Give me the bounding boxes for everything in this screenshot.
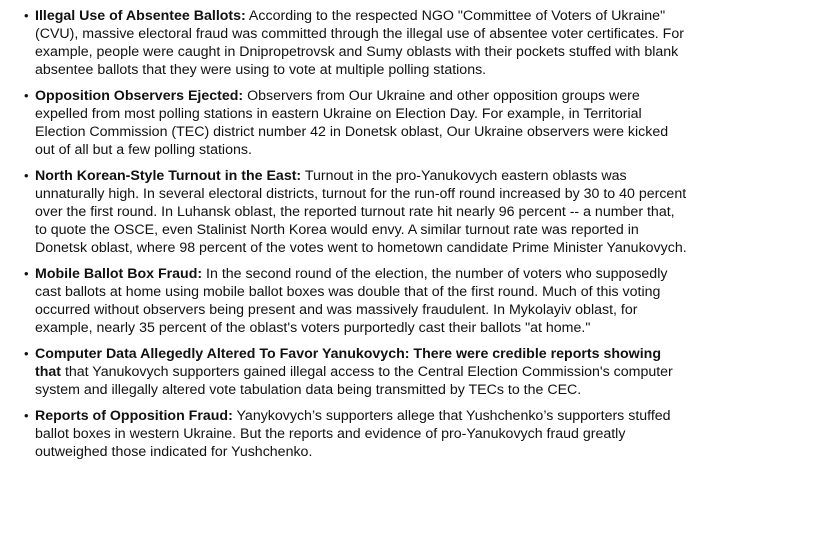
list-item xyxy=(0,87,690,159)
list-item xyxy=(0,265,690,337)
bullet-icon: • xyxy=(24,266,29,281)
list-item xyxy=(0,345,690,399)
item-text: Turnout in the pro-Yanukovych eastern oblasts was unnaturally high. In several electoral districts, turnout for the run-off round increased by 30 to 40 percent over the first round. In Luhansk oblast, the reported turnout rate hit nearly 96 percent -- a number that, to quote the OSCE, even Stalinist North Korea would envy. A similar turnout rate was reported in Donetsk oblast, where 98 percent of the votes went to hometown candidate Prime Minister Yanukovych. xyxy=(35,168,687,256)
item-title: Computer Data Allegedly Altered To Favor Yanukovych: There were credible reports showing that xyxy=(35,346,661,380)
item-text: In the second round of the election, the number of voters who supposedly cast ballots at home using mobile ballot boxes was double that of the first round. Much of this voting occurred without observers being present and was massively fraudulent. In Mykolayiv oblast, for example, nearly 35 percent of the oblast's voters purportedly cast their ballots "at home." xyxy=(35,266,668,336)
bullet-icon: • xyxy=(24,168,29,183)
bullet-icon: • xyxy=(24,408,29,423)
item-title: Opposition Observers Ejected: xyxy=(35,88,244,104)
bullet-icon: • xyxy=(24,346,29,361)
bullet-icon: • xyxy=(24,8,29,23)
item-title: Illegal Use of Absentee Ballots: xyxy=(35,8,246,24)
bullet-icon: • xyxy=(24,88,29,103)
item-title: Reports of Opposition Fraud: xyxy=(35,408,233,424)
list-item xyxy=(0,407,690,461)
list-item xyxy=(0,167,690,257)
item-text: Yanykovych’s supporters allege that Yushchenko’s supporters stuffed ballot boxes in western Ukraine. But the reports and evidence of pro-Yanukovych fraud greatly outweighed those indicated for Yushchenko. xyxy=(35,408,671,460)
item-text: that Yanukovych supporters gained illegal access to the Central Election Commission's computer system and illegally altered vote tabulation data being transmitted by TECs to the CEC. xyxy=(35,364,673,398)
report-list xyxy=(0,7,690,469)
list-item xyxy=(0,7,690,79)
item-title: Mobile Ballot Box Fraud: xyxy=(35,266,203,282)
item-title: North Korean-Style Turnout in the East: xyxy=(35,168,302,184)
item-text: Observers from Our Ukraine and other opposition groups were expelled from most polling stations in eastern Ukraine on Election Day. For example, in Territorial Election Commission (TEC) district number 42 in Donetsk oblast, Our Ukraine observers were kicked out of all but a few polling stations. xyxy=(35,88,669,158)
item-text: According to the respected NGO "Committee of Voters of Ukraine" (CVU), massive electoral fraud was committed through the illegal use of absentee voter certificates. For example, people were caught in Dnipropetrovsk and Sumy oblasts with their pockets stuffed with blank absentee ballots that they were using to vote at multiple polling stations. xyxy=(35,8,684,78)
